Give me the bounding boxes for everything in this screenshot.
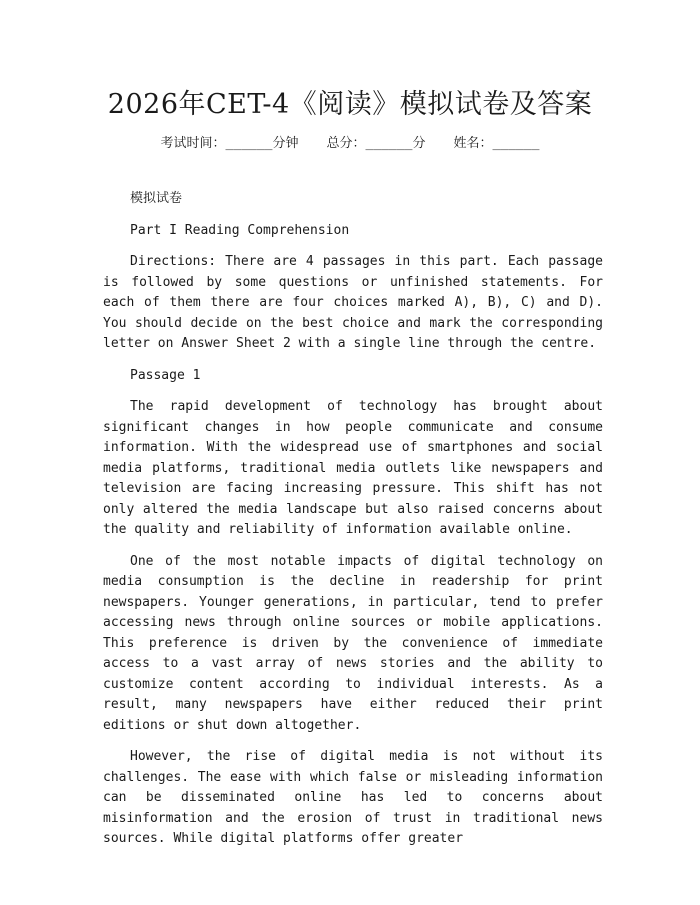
document-title: 2026年CET-4《阅读》模拟试卷及答案 bbox=[107, 89, 593, 120]
name-field: 姓名：______ bbox=[453, 136, 540, 151]
passage-paragraph-1: The rapid development of technology has brought about significant changes in how people communicate and consume information. With the widespread use of smartphones and social media platforms, traditional media outlets like newspapers and television are facing increasing pressure. This shift has not only altered the media landscape but also raised concerns about the quality and reliability of information available online. bbox=[103, 399, 603, 537]
section-label: 模拟试卷 bbox=[130, 191, 183, 206]
total-score-field: 总分：______分 bbox=[326, 136, 426, 151]
part-label: Part I Reading Comprehension bbox=[130, 222, 350, 238]
passage-label: Passage 1 bbox=[130, 367, 201, 383]
directions-paragraph: Directions: There are 4 passages in this part. Each passage is followed by some questions or unfinished statements. For each of them there are four choices marked A), B), C) and D). You should decide on the best choice and mark the corresponding letter on Answer Sheet 2 with a single line through the centre. bbox=[103, 254, 603, 351]
passage-paragraph-3: However, the rise of digital media is not without its challenges. The ease with which false or misleading information can be disseminated online has led to concerns about misinformation and the erosion of trust in traditional news sources. While digital platforms offer greater bbox=[103, 749, 603, 846]
document-body bbox=[103, 189, 603, 861]
exam-time-field: 考试时间：______分钟 bbox=[160, 136, 299, 151]
exam-meta bbox=[0, 132, 700, 151]
passage-paragraph-2: One of the most notable impacts of digital technology on media consumption is the decline in readership for print newspapers. Younger generations, in particular, tend to prefer accessing news through online sources or mobile applications. This preference is driven by the convenience of immediate access to a vast array of news stories and the ability to customize content according to individual interests. As a result, many newspapers have either reduced their print editions or shut down altogether. bbox=[103, 553, 603, 733]
